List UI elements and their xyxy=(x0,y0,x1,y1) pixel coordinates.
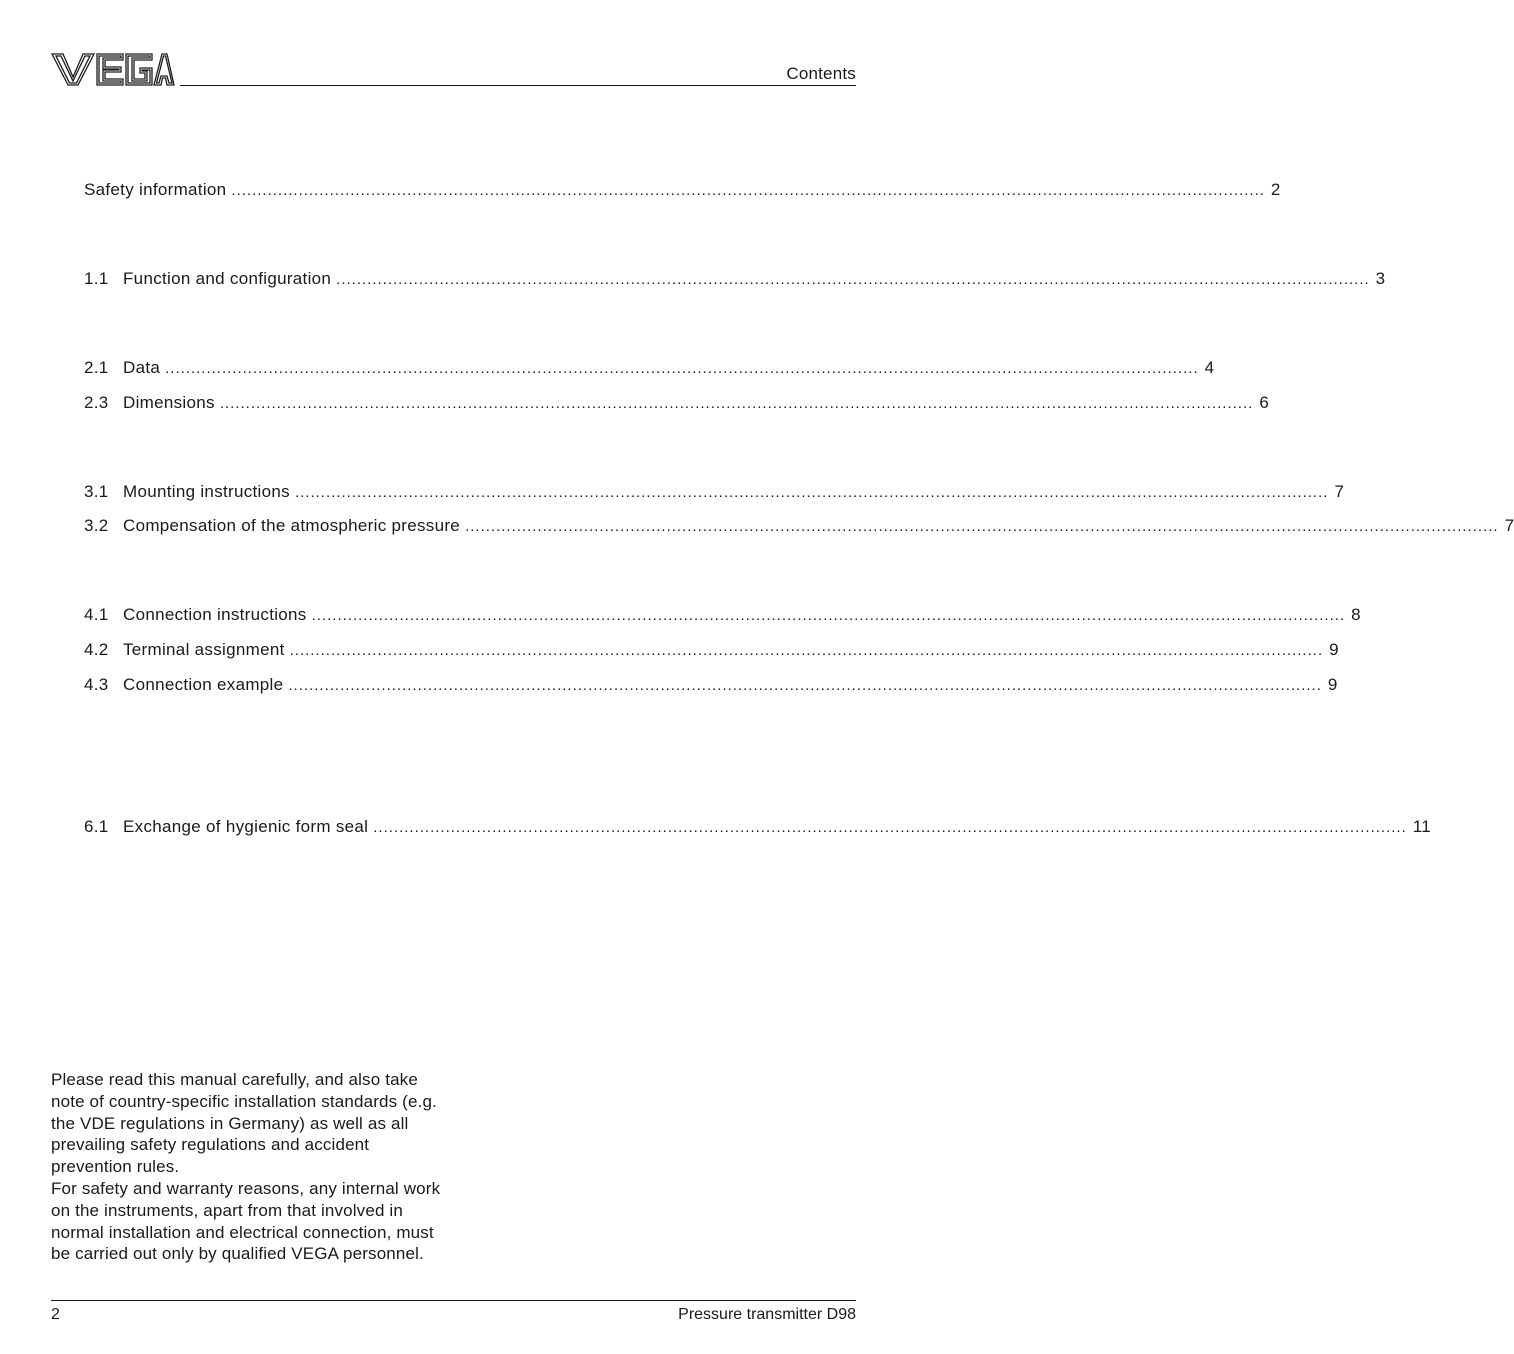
notice-paragraph: Please read this manual carefully, and also take note of country-specific installation standards (e.g. the VDE regulations in Germany) as well as all prevailing safety regulations and accident prevention rules. xyxy=(51,1070,437,1177)
toc-entry-title: Connection instructions xyxy=(123,605,307,624)
toc-entry-title: Safety information xyxy=(84,180,227,199)
footer-rule xyxy=(51,1300,856,1301)
toc-entry[interactable] xyxy=(84,817,1431,838)
toc-leader: ........................................................................................................................................................................................................ xyxy=(165,360,1199,377)
toc-entry-page: 3 xyxy=(1375,269,1386,288)
notice-paragraph: For safety and warranty reasons, any internal work on the instruments, apart from that involved in normal installation and electrical connection, must be carried out only by qualified VEGA personnel. xyxy=(51,1178,441,1264)
toc-entry-page: 4 xyxy=(1204,358,1215,377)
toc-leader: ........................................................................................................................................................................................................ xyxy=(294,484,1329,501)
toc-entry-title: Data xyxy=(123,358,161,377)
toc-entry-title: Compensation of the atmospheric pressure xyxy=(123,516,461,535)
header-rule xyxy=(180,85,856,86)
document-title: Pressure transmitter D98 xyxy=(678,1306,856,1323)
toc-entry-page: 6 xyxy=(1259,393,1270,412)
toc-leader: ........................................................................................................................................................................................................ xyxy=(231,182,1265,199)
toc-entry-page: 9 xyxy=(1327,675,1338,694)
toc-entry[interactable] xyxy=(84,516,1514,537)
toc-entry-number: 4.1 xyxy=(84,605,109,624)
toc-entry-title: Dimensions xyxy=(123,393,215,412)
toc-leader: ........................................................................................................................................................................................................ xyxy=(219,395,1254,412)
toc-entry[interactable] xyxy=(84,640,1339,661)
toc-entry-number: 3.1 xyxy=(84,482,109,501)
toc-entry-number: 2.3 xyxy=(84,393,109,412)
toc-entry[interactable] xyxy=(84,482,1345,503)
toc-entry-number: 3.2 xyxy=(84,516,109,535)
section-title: Contents xyxy=(786,64,856,83)
toc-entry-page: 8 xyxy=(1351,605,1361,624)
toc-leader: ........................................................................................................................................................................................................ xyxy=(465,518,1499,535)
toc-entry-title: Mounting instructions xyxy=(123,482,290,501)
toc-entry-page: 9 xyxy=(1329,640,1339,659)
toc-leader: ........................................................................................................................................................................................................ xyxy=(311,607,1346,624)
toc-leader: ........................................................................................................................................................................................................ xyxy=(336,271,1370,288)
toc-entry[interactable] xyxy=(84,605,1361,626)
toc-entry-title: Function and configuration xyxy=(123,269,332,288)
toc-entry[interactable] xyxy=(84,180,1281,201)
toc-entry[interactable] xyxy=(84,358,1215,379)
toc-entry[interactable] xyxy=(84,675,1338,696)
toc-entry-number: 1.1 xyxy=(84,269,109,288)
toc-entry-page: 2 xyxy=(1270,180,1281,199)
toc-entry-page: 11 xyxy=(1412,817,1431,836)
toc-entry-number: 4.2 xyxy=(84,640,109,659)
toc-leader: ........................................................................................................................................................................................................ xyxy=(288,677,1322,694)
toc-entry-page: 7 xyxy=(1504,516,1514,535)
toc-entry-number: 4.3 xyxy=(84,675,109,694)
toc-leader: ........................................................................................................................................................................................................ xyxy=(289,642,1324,659)
toc-entry-number: 2.1 xyxy=(84,358,109,377)
vega-logo xyxy=(51,51,175,88)
toc-entry-page: 7 xyxy=(1334,482,1345,501)
toc-entry[interactable] xyxy=(84,269,1386,290)
toc-leader: ........................................................................................................................................................................................................ xyxy=(373,819,1407,836)
toc-entry-title: Exchange of hygienic form seal xyxy=(123,817,369,836)
page-number: 2 xyxy=(51,1306,60,1323)
toc-entry[interactable] xyxy=(84,393,1270,414)
toc-entry-title: Connection example xyxy=(123,675,284,694)
toc-entry-number: 6.1 xyxy=(84,817,109,836)
toc-entry-title: Terminal assignment xyxy=(123,640,285,659)
safety-notice xyxy=(51,1069,451,1265)
